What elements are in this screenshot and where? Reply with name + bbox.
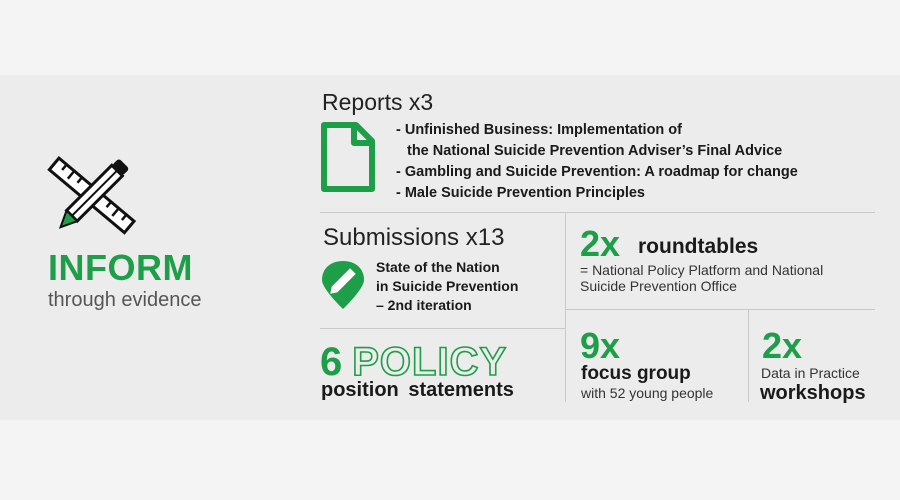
divider [320, 328, 565, 329]
map-pin-pencil-icon [320, 259, 366, 311]
divider [320, 212, 875, 213]
submissions-line: State of the Nation [376, 259, 500, 275]
focus-group-label: focus group [581, 363, 691, 384]
workshops-label: workshops [760, 382, 866, 404]
submissions-line: – 2nd iteration [376, 297, 472, 313]
focus-group-description: with 52 young people [581, 385, 714, 401]
policy-number: 6 [320, 340, 343, 384]
submissions-title: Submissions x13 [323, 224, 505, 251]
policy-label: position statements [321, 379, 514, 401]
policy-word: POLICY [352, 340, 508, 384]
policy-heading [320, 342, 507, 382]
list-item: - Gambling and Suicide Prevention: A roadmap for change [396, 164, 798, 180]
divider [566, 309, 875, 310]
workshops-number: 2x [762, 325, 803, 366]
workshops-description: Data in Practice [761, 365, 860, 381]
roundtables-description: = National Policy Platform and National Suicide Prevention Office [580, 262, 824, 294]
submissions-line: in Suicide Prevention [376, 278, 519, 294]
list-item: - Unfinished Business: Implementation of [396, 122, 682, 138]
inform-subtitle: through evidence [48, 289, 202, 311]
focus-group-number: 9x [580, 325, 621, 366]
divider [565, 212, 566, 402]
submissions-description [376, 258, 561, 315]
roundtables-number: 2x [580, 223, 621, 264]
document-icon [320, 121, 376, 193]
inform-title: INFORM [48, 247, 193, 288]
reports-list [396, 120, 798, 204]
list-item: - Male Suicide Prevention Principles [396, 185, 645, 201]
reports-title: Reports x3 [322, 89, 434, 115]
roundtables-label: roundtables [638, 235, 759, 258]
pencil-ruler-icon [45, 150, 140, 240]
list-item: the National Suicide Prevention Adviser’s Final Advice [407, 143, 783, 159]
divider [748, 309, 749, 402]
